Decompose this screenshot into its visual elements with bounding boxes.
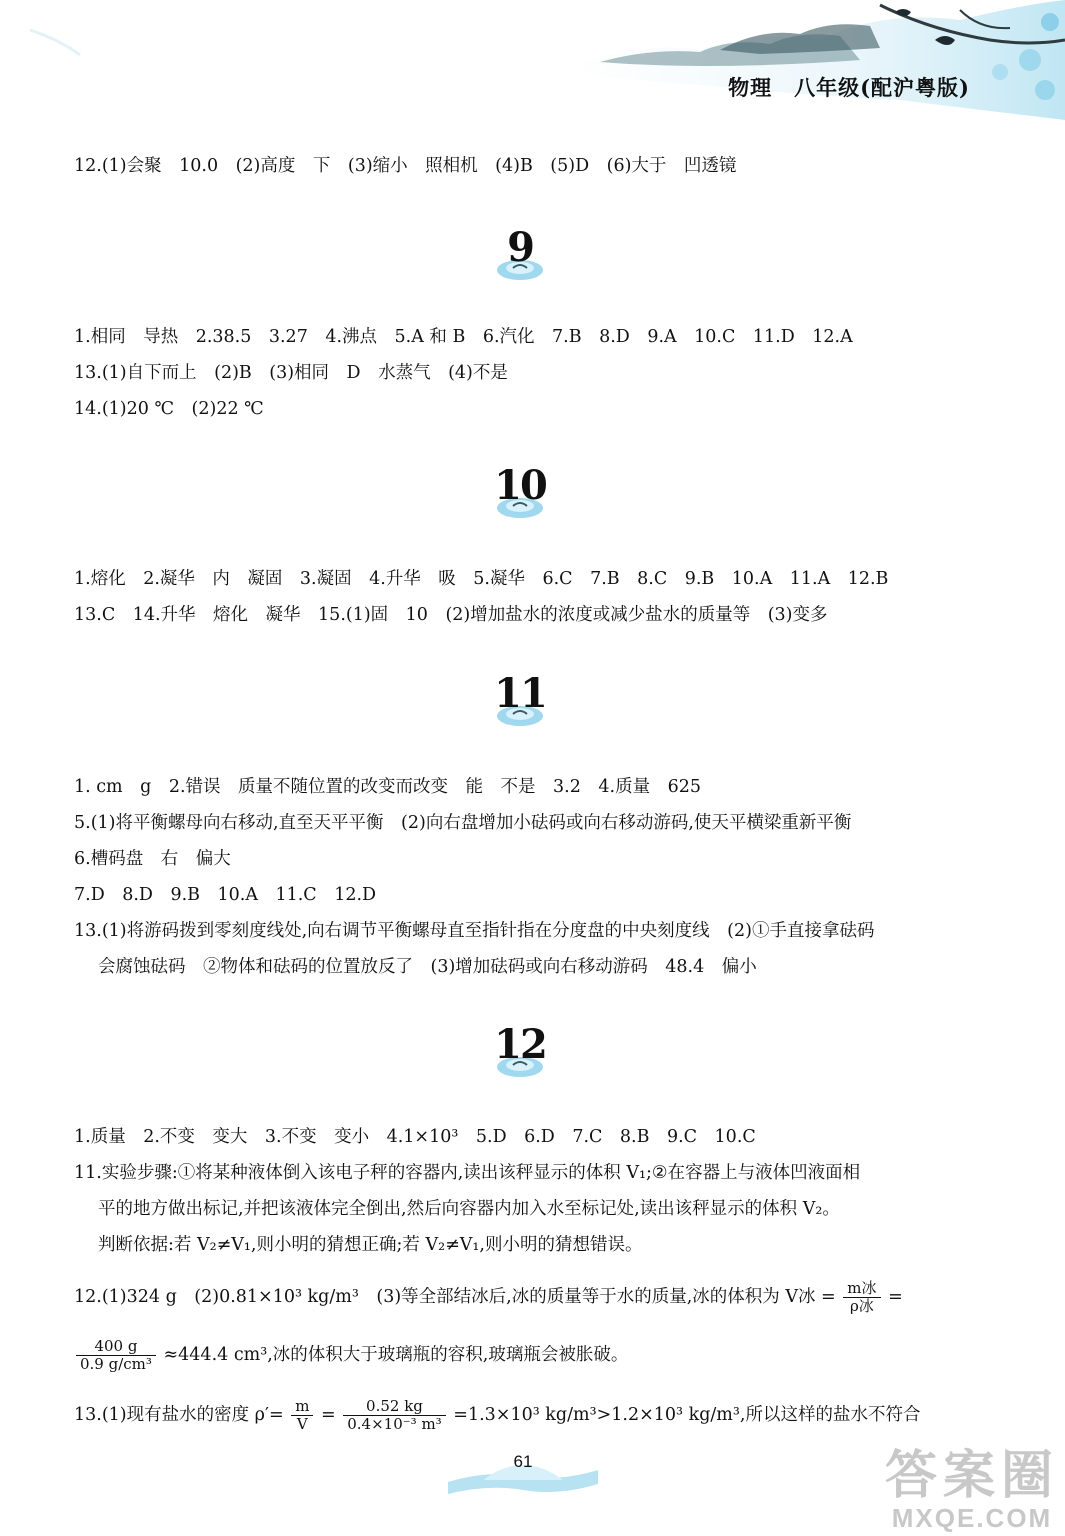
section-number: 9 bbox=[507, 224, 533, 271]
answer-line: 5.(1)将平衡螺母向右移动,直至天平平衡 (2)向右盘增加小砝码或向右移动游码,使天平横梁重新平衡 bbox=[74, 813, 852, 833]
answer-line: 1. cm g 2.错误 质量不随位置的改变而改变 能 不是 3.2 4.质量 625 bbox=[74, 777, 701, 797]
answer-line-formula bbox=[74, 1280, 903, 1315]
fraction-numerator: 400 g bbox=[76, 1338, 156, 1356]
fraction-denominator: 0.9 g/cm³ bbox=[80, 1355, 152, 1373]
answer-line-12: 12.(1)会聚 10.0 (2)高度 下 (3)缩小 照相机 (4)B (5)D (6)大于 凹透镜 bbox=[74, 156, 737, 176]
page-number: 61 bbox=[513, 1452, 533, 1471]
answer-line: 1.相同 导热 2.38.5 3.27 4.沸点 5.A 和 B 6.汽化 7.B 8.D 9.A 10.C 11.D 12.A bbox=[74, 327, 853, 347]
fraction bbox=[343, 1398, 445, 1433]
formula-text: 12.(1)324 g (2)0.81×10³ kg/m³ (3)等全部结冰后,冰的质量等于水的质量,冰的体积为 V冰 = bbox=[74, 1287, 836, 1307]
section-10-heading bbox=[490, 462, 550, 520]
header-landscape-art bbox=[0, 0, 1065, 135]
section-12-heading bbox=[490, 1021, 550, 1079]
fraction-numerator: m冰 bbox=[843, 1280, 880, 1298]
answer-line: 1.熔化 2.凝华 内 凝固 3.凝固 4.升华 吸 5.凝华 6.C 7.B 8.C 9.B 10.A 11.A 12.B bbox=[74, 569, 889, 589]
answer-line: 平的地方做出标记,并把该液体完全倒出,然后向容器内加入水至标记处,读出该秤显示的体积 V₂。 bbox=[98, 1199, 840, 1219]
section-9-heading bbox=[490, 224, 550, 282]
answer-line: 13.(1)将游码拨到零刻度线处,向右调节平衡螺母直至指针指在分度盘的中央刻度线 (2)①手直接拿砝码 bbox=[74, 921, 875, 941]
section-number: 10 bbox=[494, 462, 546, 509]
fraction bbox=[76, 1338, 156, 1373]
formula-text: 13.(1)现有盐水的密度 ρ′= bbox=[74, 1405, 284, 1425]
fraction-denominator: V bbox=[296, 1415, 308, 1433]
answer-line: 11.实验步骤:①将某种液体倒入该电子秤的容器内,读出该秤显示的体积 V₁;②在容器上与液体凹液面相 bbox=[74, 1163, 861, 1183]
section-number: 11 bbox=[494, 670, 546, 717]
answer-line: 13.(1)自下而上 (2)B (3)相同 D 水蒸气 (4)不是 bbox=[74, 363, 508, 383]
watermark-url: MXQE.COM bbox=[891, 1503, 1053, 1533]
formula-text: ≈444.4 cm³,冰的体积大于玻璃瓶的容积,玻璃瓶会被胀破。 bbox=[163, 1345, 629, 1365]
watermark bbox=[885, 1448, 1059, 1532]
answer-line: 14.(1)20 ℃ (2)22 ℃ bbox=[74, 399, 264, 419]
answer-line: 会腐蚀砝码 ②物体和砝码的位置放反了 (3)增加砝码或向右移动游码 48.4 偏小 bbox=[98, 957, 757, 977]
formula-text: = bbox=[321, 1405, 336, 1425]
section-11-heading bbox=[490, 670, 550, 728]
answer-line: 13.C 14.升华 熔化 凝华 15.(1)固 10 (2)增加盐水的浓度或减少盐水的质量等 (3)变多 bbox=[74, 605, 828, 625]
answer-line: 1.质量 2.不变 变大 3.不变 变小 4.1×10³ 5.D 6.D 7.C 8.B 9.C 10.C bbox=[74, 1127, 756, 1147]
answer-line: 6.槽码盘 右 偏大 bbox=[74, 849, 231, 869]
watermark-logo-text: 答案圈 bbox=[884, 1447, 1059, 1505]
fraction-numerator: 0.52 kg bbox=[343, 1398, 445, 1416]
formula-text: =1.3×10³ kg/m³>1.2×10³ kg/m³,所以这样的盐水不符合 bbox=[453, 1405, 921, 1425]
answer-line: 判断依据:若 V₂≠V₁,则小明的猜想正确;若 V₂≠V₁,则小明的猜想错误。 bbox=[98, 1235, 643, 1255]
section-number: 12 bbox=[494, 1021, 546, 1068]
header-title: 物理 八年级(配沪粤版) bbox=[728, 75, 970, 100]
fraction-denominator: ρ冰 bbox=[849, 1297, 874, 1315]
answer-line-formula bbox=[74, 1398, 920, 1433]
fraction bbox=[843, 1280, 880, 1315]
fraction-numerator: m bbox=[291, 1398, 313, 1416]
formula-text: = bbox=[888, 1287, 903, 1307]
fraction-denominator: 0.4×10⁻³ m³ bbox=[347, 1415, 442, 1433]
page-number-badge bbox=[448, 1440, 598, 1500]
fraction bbox=[291, 1398, 313, 1433]
answer-line: 7.D 8.D 9.B 10.A 11.C 12.D bbox=[74, 885, 377, 905]
answer-line-formula bbox=[74, 1338, 628, 1373]
